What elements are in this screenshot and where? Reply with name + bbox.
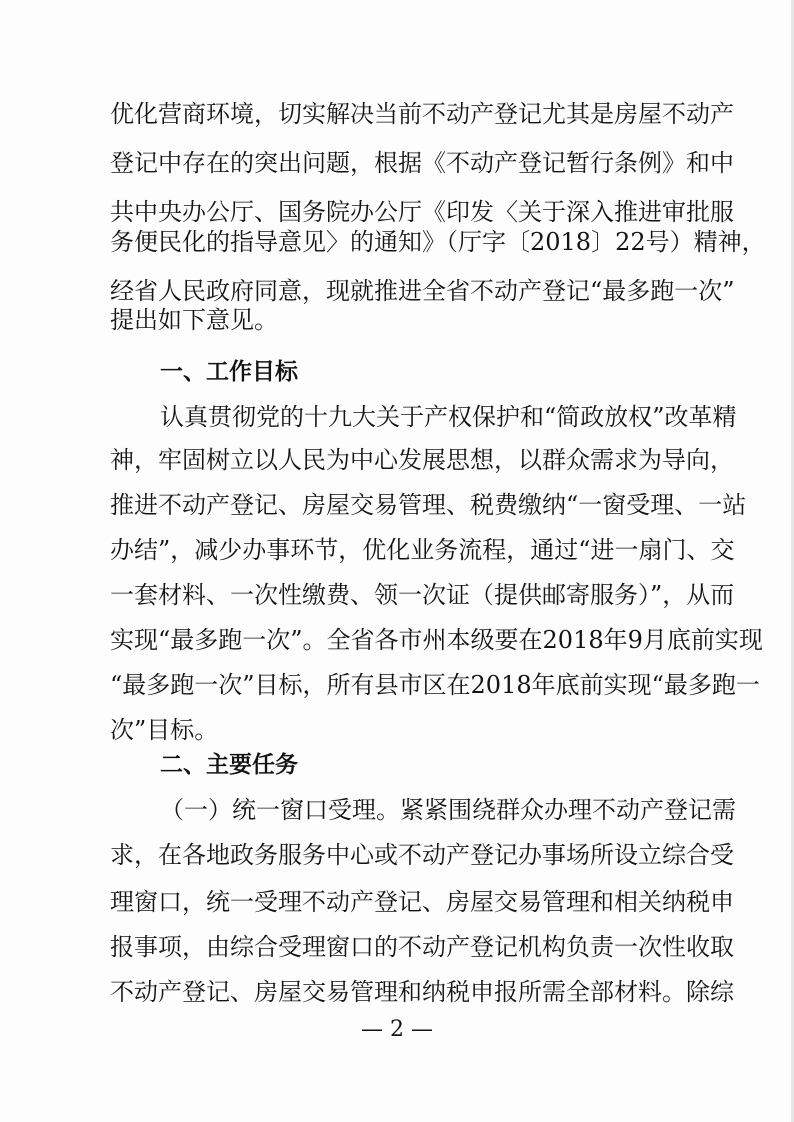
body-text-line: 登记中存在的突出问题，根据《不动产登记暂行条例》和中 <box>110 149 734 177</box>
body-text-line: 推进不动产登记、房屋交易管理、税费缴纳“一窗受理、一站 <box>110 491 747 519</box>
body-text-line: 经省人民政府同意，现就推进全省不动产登记“最多跑一次” <box>110 277 735 305</box>
section-heading-work-goals: 一、工作目标 <box>160 359 298 385</box>
body-text-line: 次”目标。 <box>110 716 219 744</box>
body-text-line: “最多跑一次”目标，所有县市区在2018年底前实现“最多跑一 <box>110 671 760 699</box>
page-number: — 2 — <box>361 1017 433 1042</box>
body-text-line: 认真贯彻党的十九大关于产权保护和“简政放权”改革精 <box>160 403 737 431</box>
body-text-line: （一）统一窗口受理。紧紧围绕群众办理不动产登记需 <box>160 796 736 824</box>
body-text-line: 报事项，由综合受理窗口的不动产登记机构负责一次性收取 <box>110 933 734 961</box>
body-text-line: 共中央办公厅、国务院办公厅《印发〈关于深入推进审批服 <box>110 198 734 226</box>
body-text-line: 实现“最多跑一次”。全省各市州本级要在2018年9月底前实现 <box>110 626 763 654</box>
body-text-line: 不动产登记、房屋交易管理和纳税申报所需全部材料。除综 <box>110 978 734 1006</box>
body-text-line: 神，牢固树立以人民为中心发展思想，以群众需求为导向， <box>110 446 734 474</box>
section-heading-main-tasks: 二、主要任务 <box>160 752 298 778</box>
body-text-line: 务便民化的指导意见〉的通知》（厅字〔2018〕22号）精神， <box>110 228 766 256</box>
body-text-line: 求，在各地政务服务中心或不动产登记办事场所设立综合受 <box>110 841 734 869</box>
body-text-line: 办结”，减少办事环节，优化业务流程，通过“进一扇门、交 <box>110 536 735 564</box>
body-text-line: 提出如下意见。 <box>110 306 278 334</box>
body-text-line: 一套材料、一次性缴费、领一次证（提供邮寄服务）”，从而 <box>110 581 735 609</box>
body-text-line: 优化营商环境，切实解决当前不动产登记尤其是房屋不动产 <box>110 100 734 128</box>
body-text-line: 理窗口，统一受理不动产登记、房屋交易管理和相关纳税申 <box>110 888 734 916</box>
